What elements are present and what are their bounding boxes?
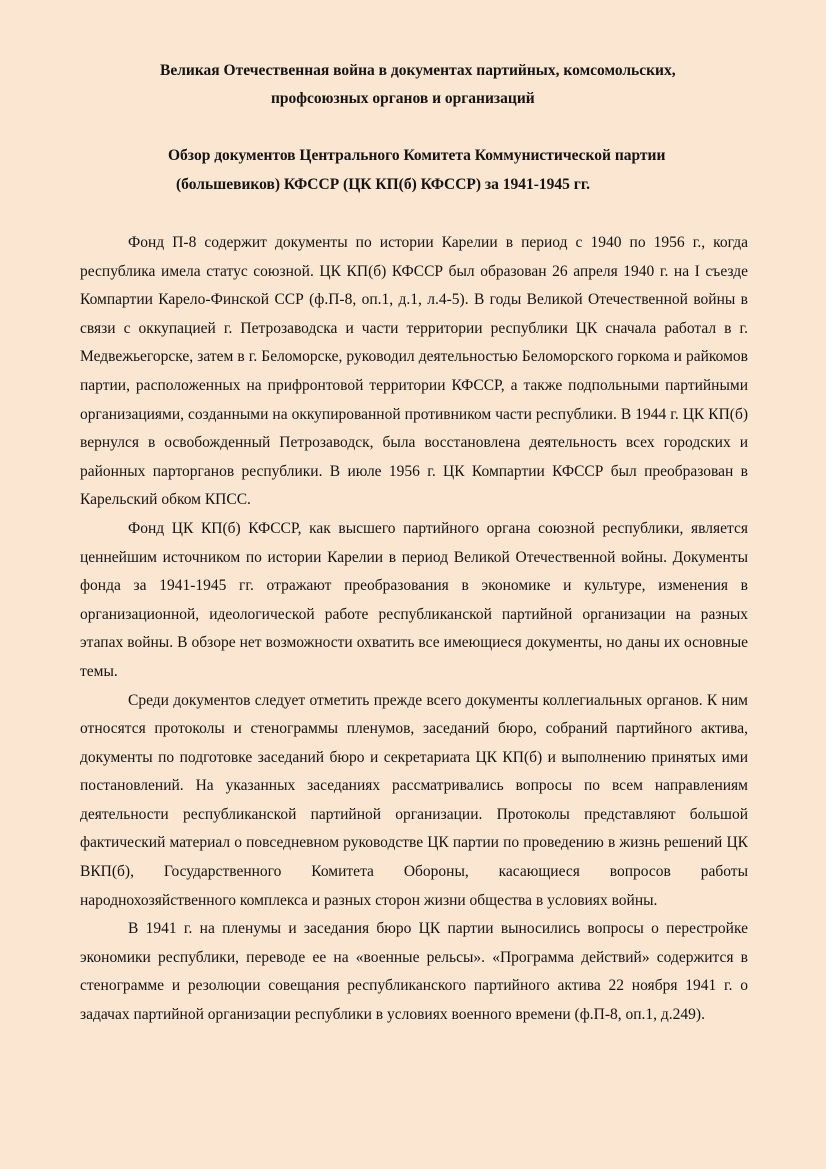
document-title-line-1: Великая Отечественная война в документах партийных, комсомольских, [160,62,676,79]
section-title-line-2: (большевиков) КФССР (ЦК КП(б) КФССР) за 1941-1945 гг. [176,176,591,193]
paragraph: Фонд П-8 содержит документы по истории Карелии в период с 1940 по 1956 г., когда республика имела статус союзной. ЦК КП(б) КФССР был образован 26 апреля 1940 г. на I съезде Компартии Карело-Финской ССР (ф.П-8, оп.1, д.1, л.4-5). В годы Великой Отечественной войны в связи с оккупацией г. Петрозаводска и части территории республики ЦК сначала работал в г. Медвежьегорске, затем в г. Беломорске, руководил деятельностью Беломорского горкома и райкомов партии, расположенных на прифронтовой территории КФССР, а также подпольными партийными организациями, созданными на оккупированной противником части республики. В 1944 г. ЦК КП(б) вернулся в освобожденный Петрозаводск, была восстановлена деятельность всех городских и районных парторганов республики. В июле 1956 г. ЦК Компартии КФССР был преобразован в Карельский обком КПСС. [80,234,748,509]
paragraph: В 1941 г. на пленумы и заседания бюро ЦК партии выносились вопросы о перестройке экономики республики, переводе ее на «военные рельсы». «Программа действий» содержится в стенограмме и резолюции совещания республиканского партийного актива 22 ноября 1941 г. о задачах партийной организации республики в условиях военного времени (ф.П-8, оп.1, д.249). [80,920,748,1024]
section-title-line-1: Обзор документов Центрального Комитета Коммунистической партии [168,147,666,164]
paragraph: Среди документов следует отметить прежде всего документы коллегиальных органов. К ним относятся протоколы и стенограммы пленумов, заседаний бюро, собраний партийного актива, документы по подготовке заседаний бюро и секретариата ЦК КП(б) и выполнению принятых ими постановлений. На указанных заседаниях рассматривались вопросы по всем направлениям деятельности республиканской партийной организации. Протоколы представляют большой фактический материал о повседневном руководстве ЦК партии по проведению в жизнь решений ЦК ВКП(б), Государственного Комитета Обороны, касающиеся вопросов работы народнохозяйственного комплекса и разных сторон жизни общества в условиях войны. [80,691,748,909]
paragraph: Фонд ЦК КП(б) КФССР, как высшего партийного органа союзной республики, является ценнейшим источником по истории Карелии в период Великой Отечественной войны. Документы фонда за 1941-1945 гг. отражают преобразования в экономике и культуре, изменения в организационной, идеологической работе республиканской партийной организации на разных этапах войны. В обзоре нет возможности охватить все имеющиеся документы, но даны их основные темы. [80,519,748,680]
document-body [80,229,748,1030]
document-title-line-2: профсоюзных органов и организаций [271,90,535,107]
